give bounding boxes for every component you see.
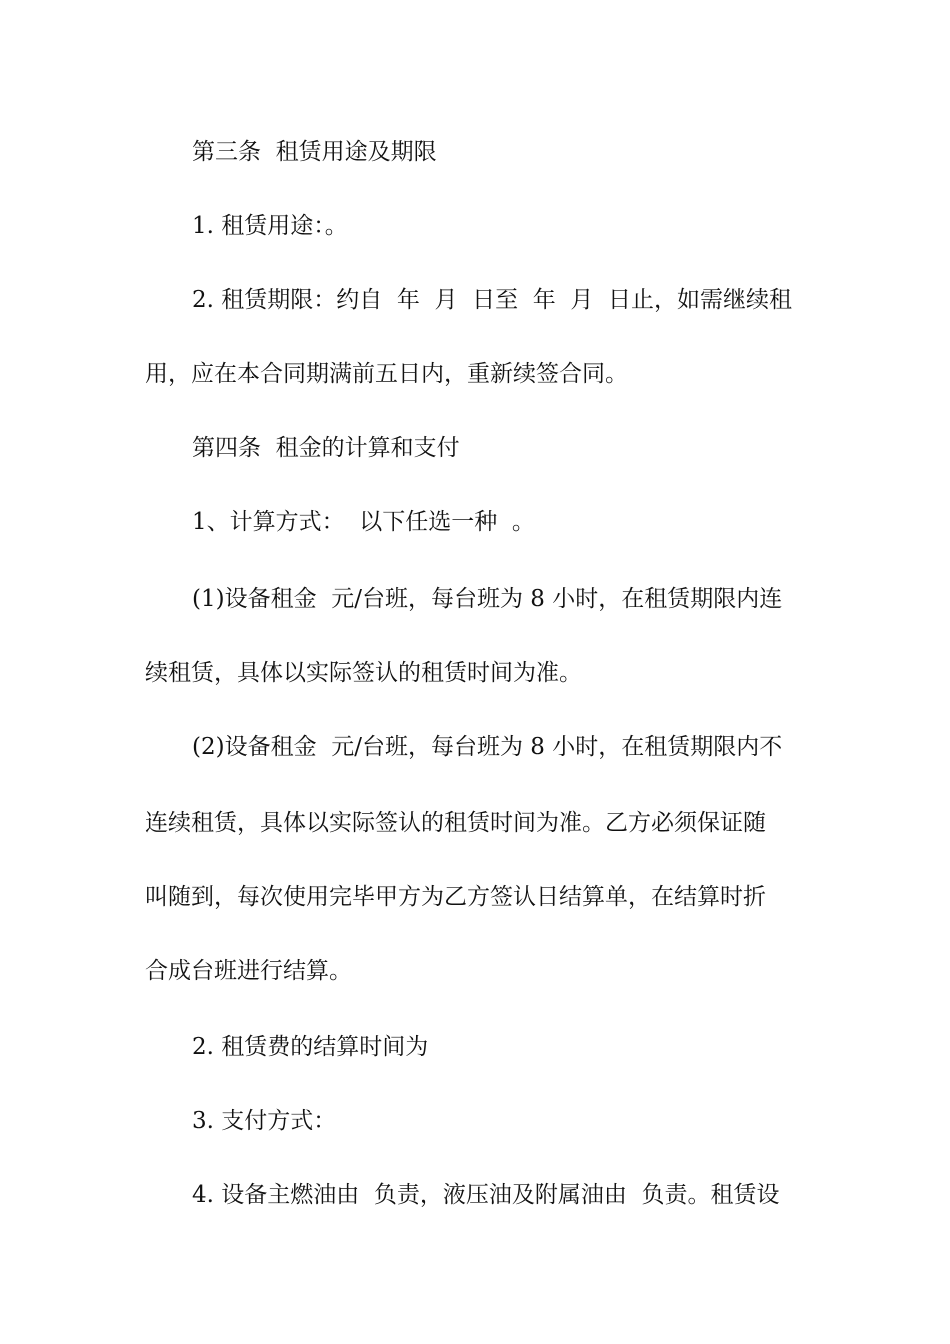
article-4-heading: 第四条 租金的计算和支付 <box>192 435 460 461</box>
option-2-line: (2)设备租金 元/台班，每台班为 8 小时，在租赁期限内不 <box>192 734 783 760</box>
option-1-line: (1)设备租金 元/台班，每台班为 8 小时，在租赁期限内连 <box>192 586 783 612</box>
rental-period-continuation: 用，应在本合同期满前五日内，重新续签合同。 <box>145 361 628 387</box>
rental-period-line: 2. 租赁期限：约自 年 月 日至 年 月 日止，如需继续租 <box>192 287 792 313</box>
calculation-method-line: 1、计算方式： 以下任选一种 。 <box>192 509 535 535</box>
option-2-continuation-2: 叫随到，每次使用完毕甲方为乙方签认日结算单，在结算时折 <box>145 884 766 910</box>
option-2-continuation-3: 合成台班进行结算。 <box>145 958 352 984</box>
option-1-continuation: 续租赁，具体以实际签认的租赁时间为准。 <box>145 660 582 686</box>
settlement-time-line: 2. 租赁费的结算时间为 <box>192 1034 429 1060</box>
article-3-heading: 第三条 租赁用途及期限 <box>192 139 437 165</box>
rental-purpose-line: 1. 租赁用途：。 <box>192 213 348 239</box>
payment-method-line: 3. 支付方式： <box>192 1108 337 1134</box>
option-2-continuation-1: 连续租赁，具体以实际签认的租赁时间为准。乙方必须保证随 <box>145 810 766 836</box>
fuel-responsibility-line: 4. 设备主燃油由 负责，液压油及附属油由 负责。租赁设 <box>192 1182 780 1208</box>
